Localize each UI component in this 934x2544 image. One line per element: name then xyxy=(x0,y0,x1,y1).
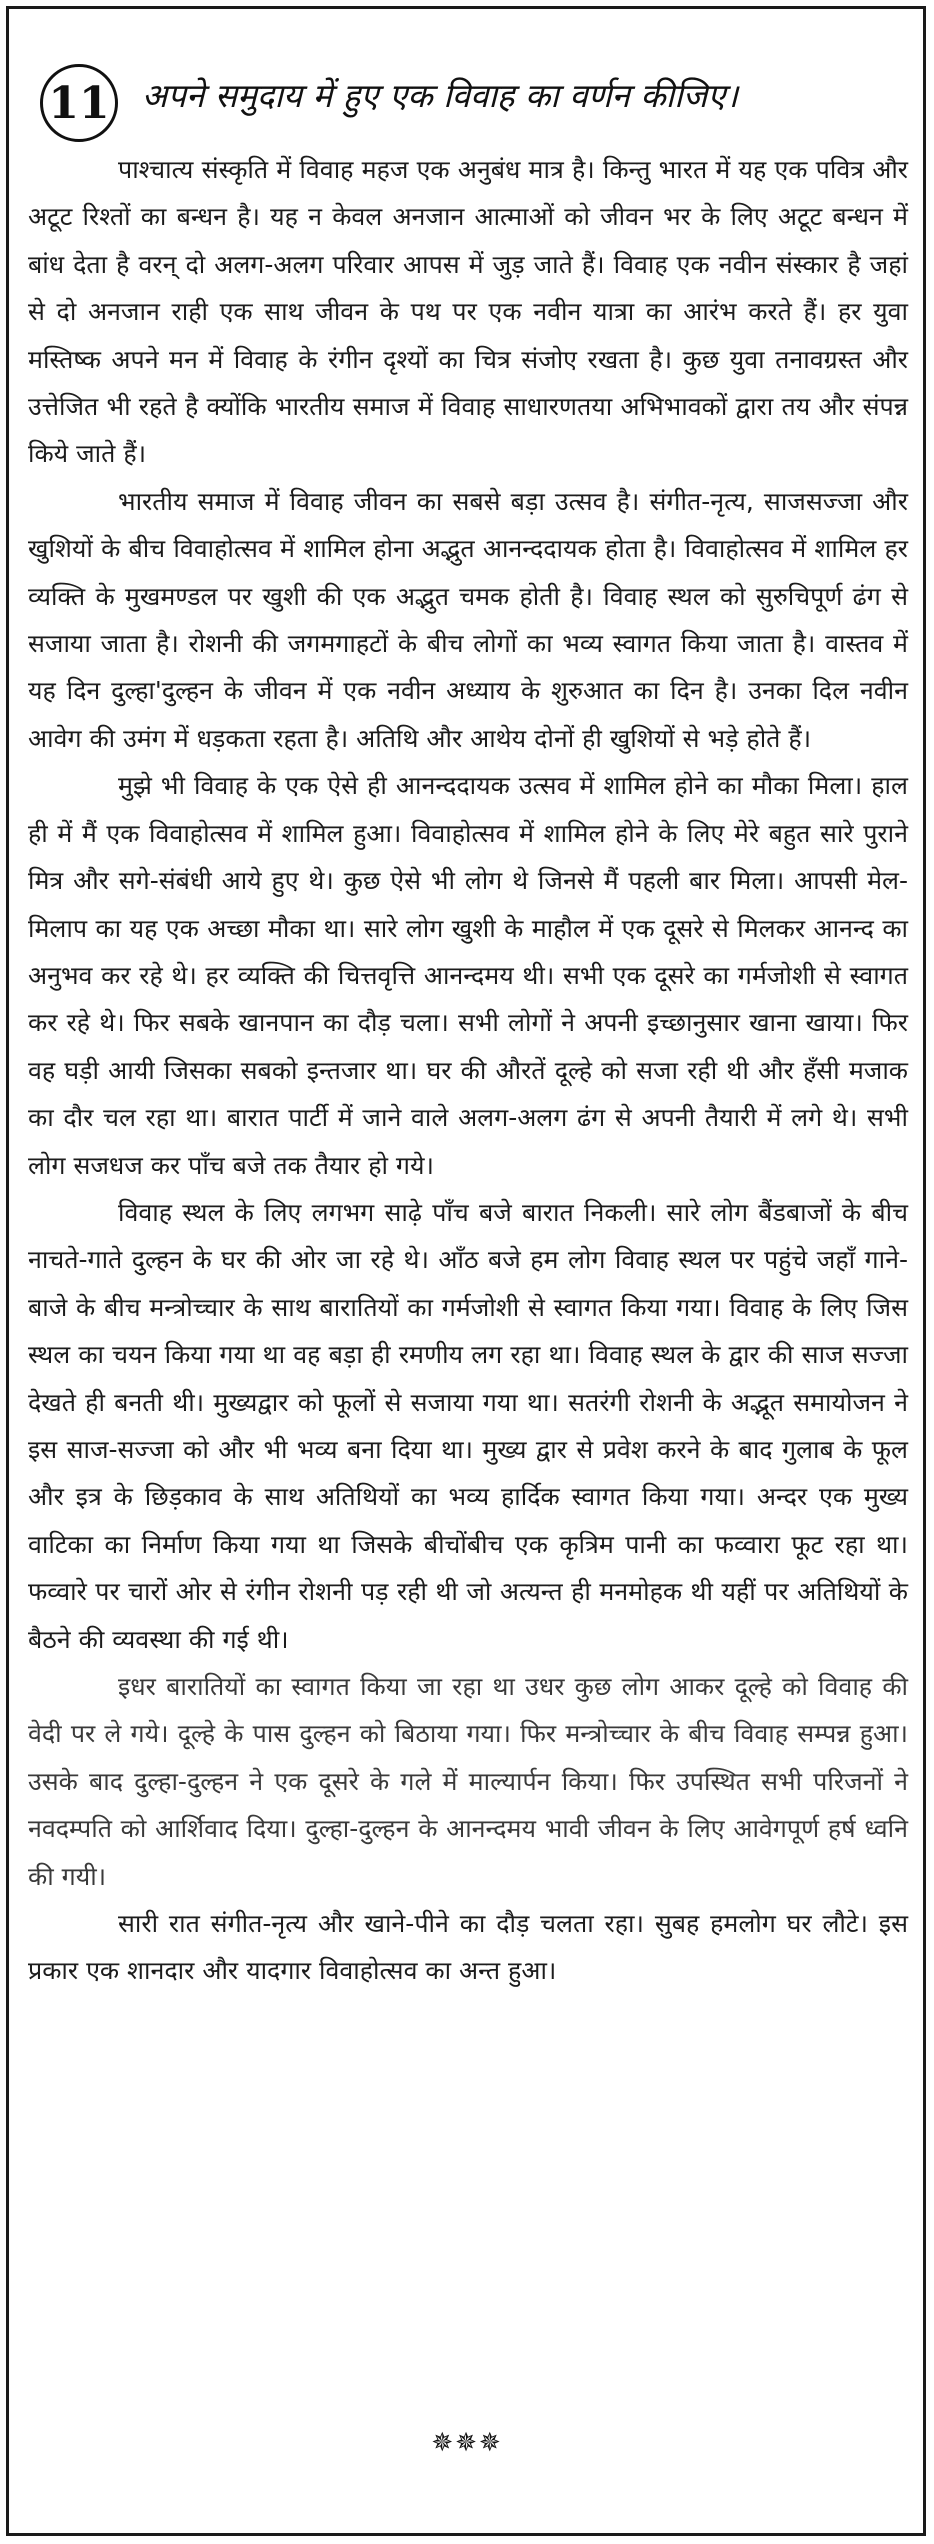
essay-body xyxy=(28,146,908,1995)
paragraph-procession: विवाह स्थल के लिए लगभग साढ़े पाँच बजे बारात निकली। सारे लोग बैंडबाजों के बीच नाचते-गाते दुल्हन के घर की ओर जा रहे थे। आँठ बजे हम लोग विवाह स्थल पर पहुंचे जहाँ गाने-बाजे के बीच मन्त्रोच्चार के साथ बारातियों का गर्मजोशी से स्वागत किया गया। विवाह के लिए जिस स्थल का चयन किया गया था वह बड़ा ही रमणीय लग रहा था। विवाह स्थल के द्वार की साज सज्जा देखते ही बनती थी। मुख्यद्वार को फूलों से सजाया गया था। सतरंगी रोशनी के अद्भूत समायोजन ने इस साज-सज्जा को और भी भव्य बना दिया था। मुख्य द्वार से प्रवेश करने के बाद गुलाब के फूल और इत्र के छिड़काव के साथ अतिथियों का भव्य हार्दिक स्वागत किया गया। अन्दर एक मुख्य वाटिका का निर्माण किया गया था जिसके बीचोंबीच एक कृत्रिम पानी का फव्वारा फूट रहा था। फव्वारे पर चारों ओर से रंगीन रोशनी पड़ रही थी जो अत्यन्त ही मनमोहक थी यहीं पर अतिथियों के बैठने की व्यवस्था की गई थी। xyxy=(28,1197,908,1654)
paragraph-intro: पाश्चात्य संस्कृति में विवाह महज एक अनुबंध मात्र है। किन्तु भारत में यह एक पवित्र और अटूट रिश्तों का बन्धन है। यह न केवल अनजान आत्माओं को जीवन भर के लिए अटूट बन्धन में बांध देता है वरन् दो अलग-अलग परिवार आपस में जुड़ जाते हैं। विवाह एक नवीन संस्कार है जहां से दो अनजान राही एक साथ जीवन के पथ पर एक नवीन यात्रा का आरंभ करते हैं। हर युवा मस्तिष्क अपने मन में विवाह के रंगीन दृश्यों का चित्र संजोए रखता है। कुछ युवा तनावग्रस्त और उत्तेजित भी रहते है क्योंकि भारतीय समाज में विवाह साधारणतया अभिभावकों द्वारा तय और संपन्न किये जाते हैं। xyxy=(28,155,908,469)
end-ornament: ✵✵✵ xyxy=(431,2428,503,2458)
paragraph-conclusion: सारी रात संगीत-नृत्य और खाने-पीने का दौड़ चलता रहा। सुबह हमलोग घर लौटे। इस प्रकार एक शानदार और यादगार विवाहोत्सव का अन्त हुआ। xyxy=(28,1909,908,1986)
question-header xyxy=(30,60,910,150)
paragraph-festival: भारतीय समाज में विवाह जीवन का सबसे बड़ा उत्सव है। संगीत-नृत्य, साजसज्जा और खुशियों के बीच विवाहोत्सव में शामिल होना अद्भुत आनन्ददायक होता है। विवाहोत्सव में शामिल हर व्यक्ति के मुखमण्डल पर खुशी की एक अद्भुत चमक होती है। विवाह स्थल को सुरुचिपूर्ण ढंग से सजाया जाता है। रोशनी की जगमगाहटों के बीच लोगों का भव्य स्वागत किया जाता है। वास्तव में यह दिन दुल्हा'दुल्हन के जीवन में एक नवीन अध्याय के शुरुआत का दिन है। उनका दिल नवीन आवेग की उमंग में धड़कता रहता है। अतिथि और आथेय दोनों ही खुशियों से भड़े होते हैं। xyxy=(28,486,908,753)
question-title: अपने समुदाय में हुए एक विवाह का वर्णन कीजिए। xyxy=(142,76,738,115)
paragraph-preparation: मुझे भी विवाह के एक ऐसे ही आनन्ददायक उत्सव में शामिल होने का मौका मिला। हाल ही में मैं एक विवाहोत्सव में शामिल हुआ। विवाहोत्सव में शामिल होने के लिए मेरे बहुत सारे पुराने मित्र और सगे-संबंधी आये हुए थे। कुछ ऐसे भी लोग थे जिनसे मैं पहली बार मिला। आपसी मेल-मिलाप का यह एक अच्छा मौका था। सारे लोग खुशी के माहौल में एक दूसरे से मिलकर आनन्द का अनुभव कर रहे थे। हर व्यक्ति की चित्तवृत्ति आनन्दमय थी। सभी एक दूसरे का गर्मजोशी से स्वागत कर रहे थे। फिर सबके खानपान का दौड़ चला। सभी लोगों ने अपनी इच्छानुसार खाना खाया। फिर वह घड़ी आयी जिसका सबको इन्तजार था। घर की औरतें दूल्हे को सजा रही थी और हँसी मजाक का दौर चल रहा था। बारात पार्टी में जाने वाले अलग-अलग ढंग से अपनी तैयारी में लगे थे। सभी लोग सजधज कर पाँच बजे तक तैयार हो गये। xyxy=(28,771,908,1180)
paragraph-ceremony: इधर बारातियों का स्वागत किया जा रहा था उधर कुछ लोग आकर दूल्हे को विवाह की वेदी पर ले गये। दूल्हे के पास दुल्हन को बिठाया गया। फिर मन्त्रोच्चार के बीच विवाह सम्पन्न हुआ। उसके बाद दुल्हा-दुल्हन ने एक दूसरे के गले में माल्यार्पन किया। फिर उपस्थित सभी परिजनों ने नवदम्पति को आर्शिवाद दिया। दुल्हा-दुल्हन के आनन्दमय भावी जीवन के लिए आवेगपूर्ण हर्ष ध्वनि की गयी। xyxy=(28,1672,908,1891)
question-number-badge: 11 xyxy=(40,64,118,142)
